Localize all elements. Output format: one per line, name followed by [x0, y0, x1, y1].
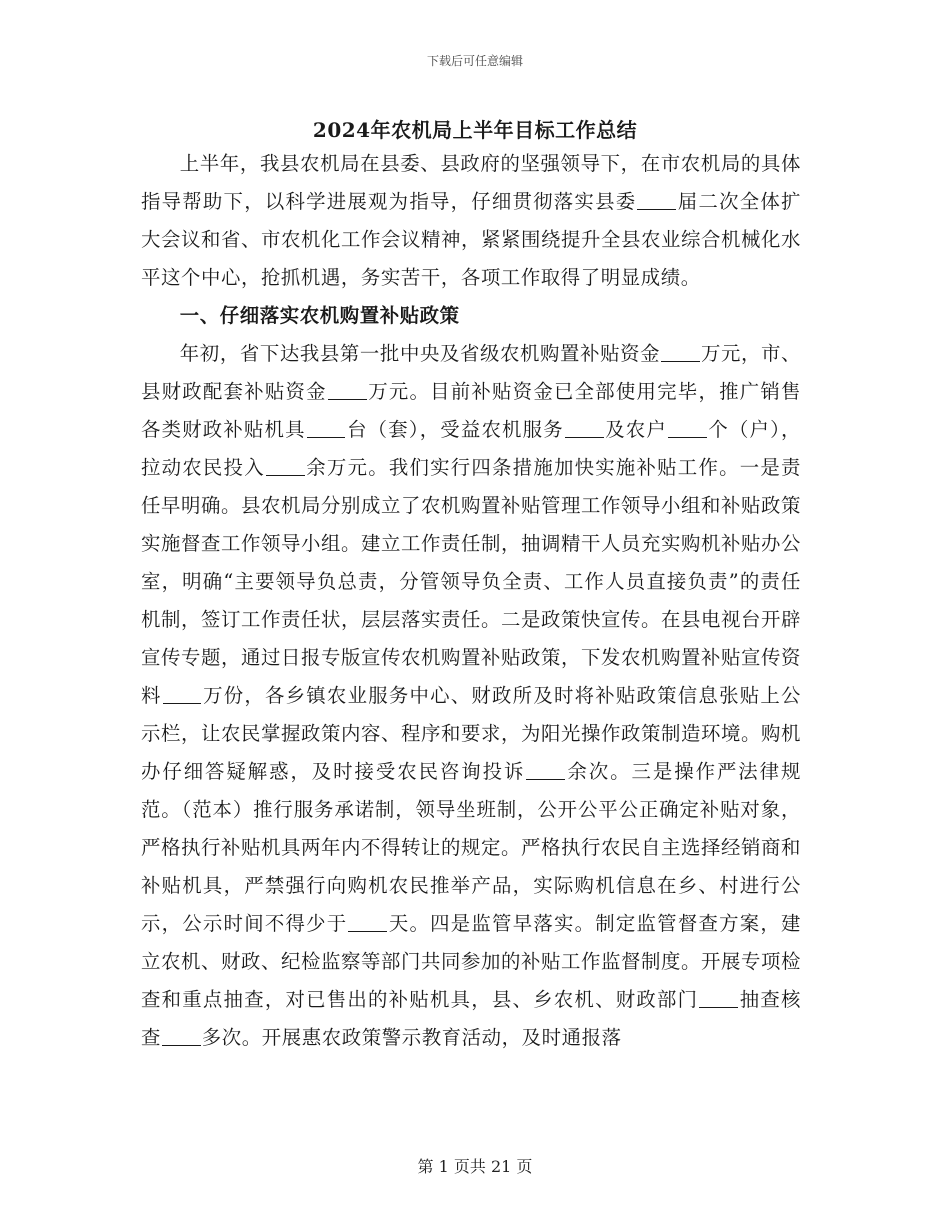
paragraph-text: 台（套），受益农机服务 [346, 418, 564, 441]
blank-underline [307, 417, 346, 438]
document-title: 2024年农机局上半年目标工作总结 [312, 118, 638, 142]
blank-underline [266, 455, 305, 476]
blank-underline [668, 417, 707, 438]
intro-text: 上半年，我县农机局在县委、县政府的坚强领导下，在市农机局的具体指导帮助下，以科学进展观为指导，仔细贯彻落实县委 [141, 152, 801, 213]
paragraph-text: 及农户 [604, 418, 667, 441]
blank-underline [565, 417, 604, 438]
paragraph-text: 万元。目前补贴资金已全部使用完毕，推广销售各类财政补贴机具 [141, 380, 801, 441]
blank-underline [162, 1025, 201, 1046]
blank-underline [328, 379, 367, 400]
document-body [141, 145, 801, 1057]
paragraph-text: 余万元。我们实行四条措施加快实施补贴工作。一是责任早明确。县农机局分别成立了农机购置补贴管理工作领导小组和补贴政策实施督查工作领导小组。建立工作责任制，抽调精干人员充实购机补贴办公室，明确“主要领导负总责，分管领导负全责、工作人员直接负责”的责任机制，签订工作责任状，层层落实责任。二是政策快宣传。在县电视台开辟宣传专题，通过日报专版宣传农机购置补贴政策，下发农机购置补贴宣传资料 [141, 456, 801, 707]
blank-underline [526, 759, 565, 780]
blank-underline [637, 189, 676, 210]
blank-underline [348, 911, 387, 932]
blank-underline [699, 987, 738, 1008]
paragraph-text: 万元，市、县财政配套补贴资金 [141, 342, 802, 403]
page-header-note: 下载后可任意编辑 [426, 54, 523, 68]
paragraph-text: 多次。开展惠农政策警示教育活动，及时通报落 [201, 1026, 622, 1049]
blank-underline [163, 683, 202, 704]
paragraph-text: 年初，省下达我县第一批中央及省级农机购置补贴资金 [179, 342, 661, 365]
paragraph-text: 抽查核查 [141, 988, 801, 1049]
section-paragraph [141, 335, 801, 1057]
intro-paragraph [141, 145, 801, 297]
paragraph-text: 个（户），拉动农民投入 [141, 418, 801, 479]
paragraph-text: 天。四是监管早落实。制定监管督查方案，建立农机、财政、纪检监察等部门共同参加的补贴工作监督制度。开展专项检查和重点抽查，对已售出的补贴机具，县、乡农机、财政部门 [141, 912, 802, 1011]
section-heading: 一、仔细落实农机购置补贴政策 [179, 304, 460, 327]
paragraph-text: 万份，各乡镇农业服务中心、财政所及时将补贴政策信息张贴上公示栏，让农民掌握政策内容、程序和要求，为阳光操作政策制造环境。购机办仔细答疑解惑，及时接受农民咨询投诉 [141, 684, 801, 783]
blank-underline [661, 341, 700, 362]
page-number-footer: 第 1 页共 21 页 [417, 1157, 533, 1176]
intro-text: 届二次全体扩大会议和省、市农机化工作会议精神，紧紧围绕提升全县农业综合机械化水平这个中心，抢抓机遇，务实苦干，各项工作取得了明显成绩。 [141, 190, 801, 289]
paragraph-text: 余次。三是操作严法律规范。（范本）推行服务承诺制，领导坐班制，公开公平公正确定补贴对象，严格执行补贴机具两年内不得转让的规定。严格执行农民自主选择经销商和补贴机具，严禁强行向购机农民推举产品，实际购机信息在乡、村进行公示，公示时间不得少于 [141, 760, 801, 935]
